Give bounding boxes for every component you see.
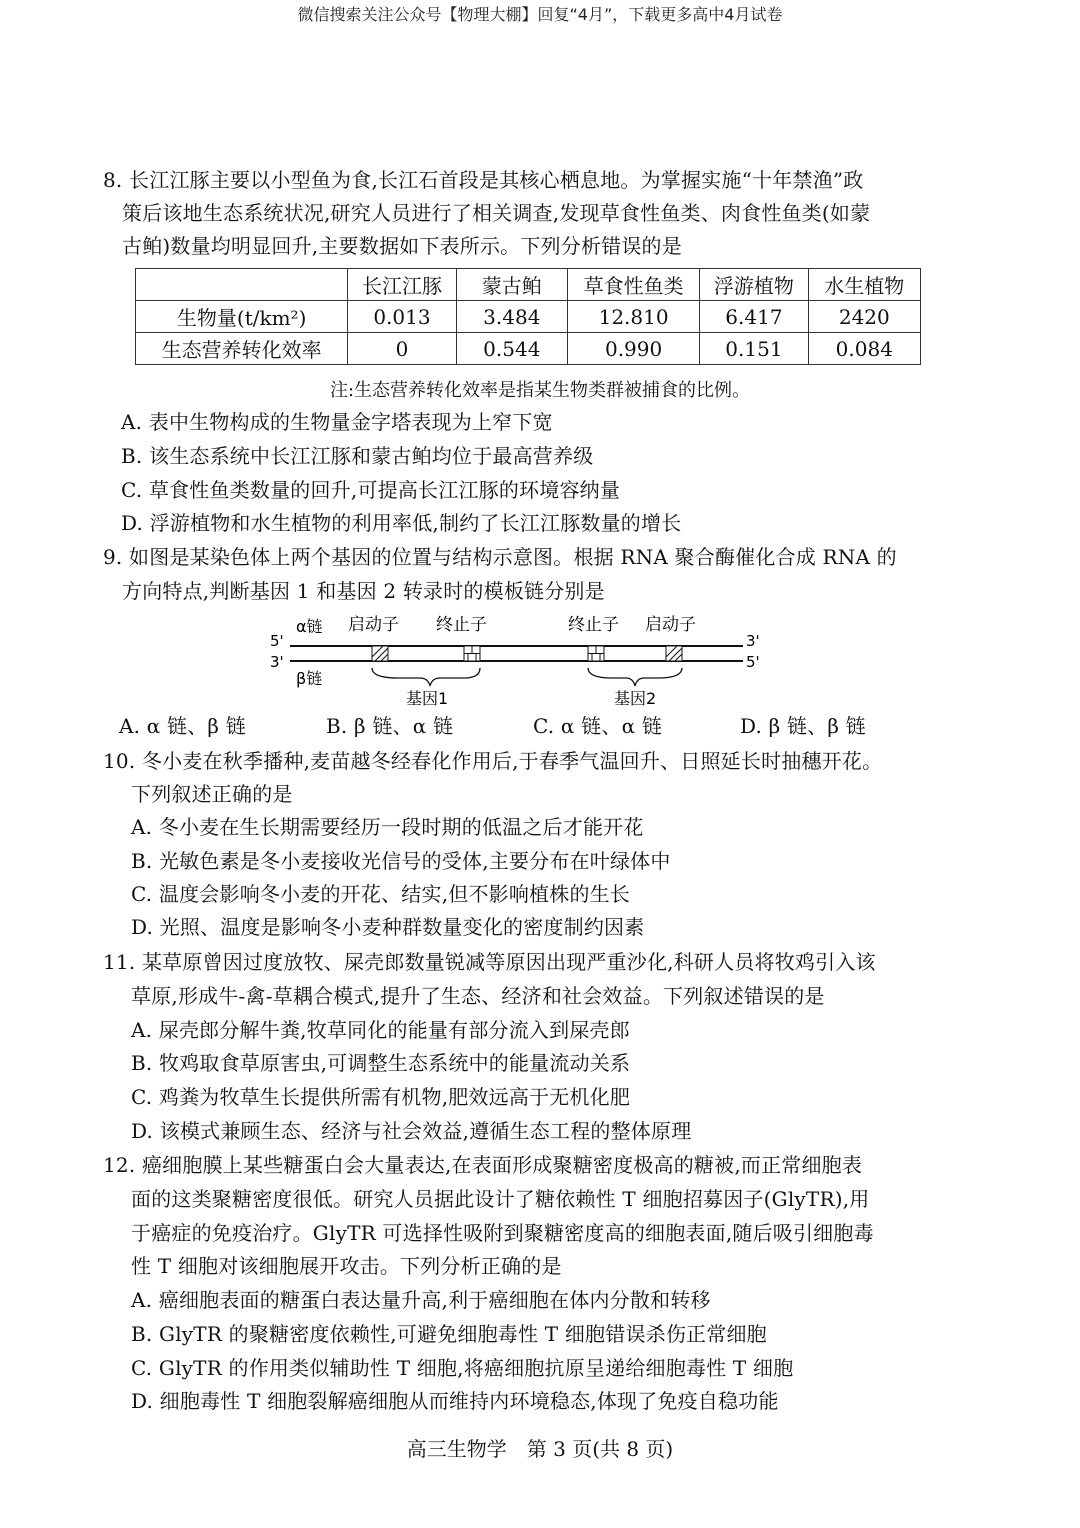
table-cell: 0.013 xyxy=(348,301,456,333)
q12-stem-line-2: 面的这类聚糖密度很低。研究人员据此设计了糖依赖性 T 细胞招募因子(GlyTR),用 xyxy=(131,1187,870,1211)
q8-option-a: A. 表中生物构成的生物量金字塔表现为上窄下宽 xyxy=(121,410,553,434)
q10-option-b: B. 光敏色素是冬小麦接收光信号的受体,主要分布在叶绿体中 xyxy=(131,849,671,873)
terminator2-box xyxy=(588,646,604,661)
q11-stem-line-2: 草原,形成牛-禽-草耦合模式,提升了生态、经济和社会效益。下列叙述错误的是 xyxy=(131,984,825,1008)
left-top-end-label: 5' xyxy=(270,632,284,650)
q11-option-d: D. 该模式兼顾生态、经济与社会效益,遵循生态工程的整体原理 xyxy=(131,1119,692,1143)
promoter2-label: 启动子 xyxy=(645,615,696,635)
q12-stem-line-1: 12. 癌细胞膜上某些糖蛋白会大量表达,在表面形成聚糖密度极高的糖被,而正常细胞表 xyxy=(103,1153,863,1177)
q12-option-d: D. 细胞毒性 T 细胞裂解癌细胞从而维持内环境稳态,体现了免疫自稳功能 xyxy=(131,1389,779,1413)
table-header-cell: 水生植物 xyxy=(808,269,920,301)
table-cell: 2420 xyxy=(808,301,920,333)
q8-data-table xyxy=(135,268,921,365)
q8-table-note: 注:生态营养转化效率是指某生物类群被捕食的比例。 xyxy=(329,380,751,401)
table-cell: 0.544 xyxy=(456,333,567,365)
terminator2-label: 终止子 xyxy=(568,615,619,635)
q10-option-c: C. 温度会影响冬小麦的开花、结实,但不影响植株的生长 xyxy=(131,882,631,906)
beta-strand-label: β链 xyxy=(296,669,323,688)
gene1-brace xyxy=(372,668,480,686)
q9-option-c: C. α 链、α 链 xyxy=(533,714,663,738)
table-cell: 生物量(t/km²) xyxy=(136,301,348,333)
table-cell: 0.151 xyxy=(700,333,808,365)
table-cell: 0.084 xyxy=(808,333,920,365)
q8-stem-line-1: 8. 长江江豚主要以小型鱼为食,长江石首段是其核心栖息地。为掌握实施“十年禁渔”政 xyxy=(103,168,864,192)
table-header-cell: 草食性鱼类 xyxy=(567,269,699,301)
terminator1-label: 终止子 xyxy=(436,615,487,635)
gene2-label: 基因2 xyxy=(614,689,657,708)
table-header-row xyxy=(136,269,921,301)
table-header-cell: 蒙古鲌 xyxy=(456,269,567,301)
right-top-end-label: 3' xyxy=(746,632,760,650)
right-bottom-end-label: 5' xyxy=(746,653,760,671)
q12-option-a: A. 癌细胞表面的糖蛋白表达量升高,利于癌细胞在体内分散和转移 xyxy=(131,1288,711,1312)
q10-stem-line-2: 下列叙述正确的是 xyxy=(131,782,293,806)
alpha-strand-label: α链 xyxy=(296,617,323,636)
q9-option-b: B. β 链、α 链 xyxy=(326,714,454,738)
q12-option-c: C. GlyTR 的作用类似辅助性 T 细胞,将癌细胞抗原呈递给细胞毒性 T 细胞 xyxy=(131,1356,794,1380)
q8-stem-line-2: 策后该地生态系统状况,研究人员进行了相关调查,发现草食性鱼类、肉食性鱼类(如蒙 xyxy=(122,201,871,225)
q11-option-b: B. 牧鸡取食草原害虫,可调整生态系统中的能量流动关系 xyxy=(131,1051,631,1075)
q9-option-d: D. β 链、β 链 xyxy=(740,714,866,738)
table-cell: 12.810 xyxy=(567,301,699,333)
q8-stem-line-3: 古鲌)数量均明显回升,主要数据如下表所示。下列分析错误的是 xyxy=(122,234,682,258)
q11-option-c: C. 鸡粪为牧草生长提供所需有机物,肥效远高于无机化肥 xyxy=(131,1085,631,1109)
table-header-cell xyxy=(136,269,348,301)
q12-option-b: B. GlyTR 的聚糖密度依赖性,可避免细胞毒性 T 细胞错误杀伤正常细胞 xyxy=(131,1322,767,1346)
table-row xyxy=(136,333,921,365)
q12-stem-line-4: 性 T 细胞对该细胞展开攻击。下列分析正确的是 xyxy=(131,1254,562,1278)
q8-option-c: C. 草食性鱼类数量的回升,可提高长江江豚的环境容纳量 xyxy=(121,478,621,502)
table-cell: 6.417 xyxy=(700,301,808,333)
q9-option-a: A. α 链、β 链 xyxy=(119,714,246,738)
q10-option-d: D. 光照、温度是影响冬小麦种群数量变化的密度制约因素 xyxy=(131,915,645,939)
left-bottom-end-label: 3' xyxy=(270,653,284,671)
page-footer: 高三生物学 第 3 页(共 8 页) xyxy=(406,1437,674,1461)
terminator1-box xyxy=(464,646,480,661)
q11-option-a: A. 屎壳郎分解牛粪,牧草同化的能量有部分流入到屎壳郎 xyxy=(131,1018,630,1042)
top-banner: 微信搜索关注公众号【物理大棚】回复“4月”，下载更多高中4月试卷 xyxy=(297,5,783,24)
table-cell: 0.990 xyxy=(567,333,699,365)
promoter1-box xyxy=(372,646,388,661)
q10-stem-line-1: 10. 冬小麦在秋季播种,麦苗越冬经春化作用后,于春季气温回升、日照延长时抽穗开花。 xyxy=(103,749,883,773)
q8-option-b: B. 该生态系统中长江江豚和蒙古鲌均位于最高营养级 xyxy=(121,444,594,468)
promoter2-box xyxy=(666,646,682,661)
q8-option-d: D. 浮游植物和水生植物的利用率低,制约了长江江豚数量的增长 xyxy=(121,511,682,535)
q11-stem-line-1: 11. 某草原曾因过度放牧、屎壳郎数量锐减等原因出现严重沙化,科研人员将牧鸡引入该 xyxy=(103,950,876,974)
table-header-cell: 长江江豚 xyxy=(348,269,456,301)
q9-stem-line-1: 9. 如图是某染色体上两个基因的位置与结构示意图。根据 RNA 聚合酶催化合成 RNA 的 xyxy=(103,545,897,569)
table-cell: 生态营养转化效率 xyxy=(136,333,348,365)
gene1-label: 基因1 xyxy=(406,689,449,708)
table-header-cell: 浮游植物 xyxy=(700,269,808,301)
table-cell: 3.484 xyxy=(456,301,567,333)
table-row xyxy=(136,301,921,333)
promoter1-label: 启动子 xyxy=(348,615,399,635)
table-cell: 0 xyxy=(348,333,456,365)
gene2-brace xyxy=(588,668,682,686)
q9-stem-line-2: 方向特点,判断基因 1 和基因 2 转录时的模板链分别是 xyxy=(122,579,605,603)
q12-stem-line-3: 于癌症的免疫治疗。GlyTR 可选择性吸附到聚糖密度高的细胞表面,随后吸引细胞毒 xyxy=(131,1221,874,1245)
gene-diagram xyxy=(260,608,780,713)
q10-option-a: A. 冬小麦在生长期需要经历一段时期的低温之后才能开花 xyxy=(131,815,644,839)
